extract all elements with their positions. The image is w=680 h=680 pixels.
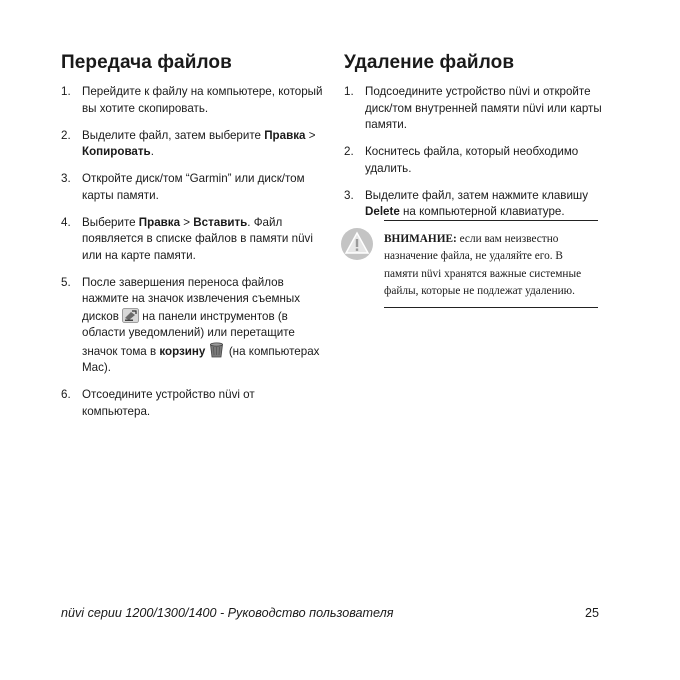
section-title-transfer: Передача файлов <box>61 52 232 73</box>
step-text: Коснитесь файла, который необходимо удалить. <box>365 145 579 175</box>
delete-steps-list <box>344 84 604 221</box>
step-number: 5. <box>61 275 71 289</box>
page-number: 25 <box>584 606 599 620</box>
menu-edit-label: Правка <box>264 128 306 142</box>
step-number: 3. <box>344 188 354 202</box>
menu-edit-label: Правка <box>138 215 181 229</box>
menu-separator: > <box>305 128 316 142</box>
page-footer <box>61 606 599 620</box>
right-column <box>344 52 604 308</box>
eject-removable-disk-icon <box>122 308 139 323</box>
step-text-end: (на компьютерах Mac). <box>82 344 320 374</box>
step-number: 2. <box>344 145 354 158</box>
warning-box <box>384 220 598 308</box>
step-number: 6. <box>61 388 71 401</box>
section-title-delete: Удаление файлов <box>344 52 515 73</box>
warning-icon <box>340 227 374 261</box>
step-text: Подсоедините устройство nüvi и откройте диск/том внутренней памяти nüvi или карты памяти. <box>365 85 602 131</box>
list-item <box>61 84 323 117</box>
menu-paste-label: Вставить <box>193 215 248 229</box>
menu-copy-label: Копировать <box>82 145 151 158</box>
step-number: 1. <box>344 85 354 98</box>
warning-label: ВНИМАНИЕ: <box>384 232 457 245</box>
list-item <box>61 215 323 265</box>
step-text: Выделите файл, затем нажмите клавишу <box>365 188 589 202</box>
menu-separator: > <box>180 215 194 229</box>
list-item <box>344 188 604 221</box>
step-number: 2. <box>61 128 71 142</box>
list-item <box>344 84 604 134</box>
warning-text: если вам неизвестно назначение файла, не удаляйте его. В памяти nüvi хранятся важные системные файлы, которые не подлежат удалению. <box>384 232 582 297</box>
list-item <box>344 144 604 177</box>
delete-key-label: Delete <box>365 205 400 218</box>
step-number: 3. <box>61 172 71 185</box>
list-item <box>61 275 323 377</box>
transfer-steps-list <box>61 84 323 420</box>
step-text: Перейдите к файлу на компьютере, который вы хотите скопировать. <box>82 85 323 115</box>
step-text-end: . Файл появляется в списке файлов в памяти nüvi или на карте памяти. <box>82 215 313 262</box>
step-text: После завершения переноса файлов нажмите на значок извлечения съемных дисков <box>82 275 301 323</box>
step-number: 4. <box>61 215 71 229</box>
step-text-end: . <box>150 145 154 158</box>
trash-label: корзину <box>159 344 206 358</box>
list-item <box>61 171 323 204</box>
step-text: Выделите файл, затем выберите <box>82 128 265 142</box>
step-text: Отсоедините устройство nüvi от компьютера. <box>82 388 255 418</box>
footer-title: nüvi серии 1200/1300/1400 - Руководство пользователя <box>61 606 394 620</box>
step-text-cont: на панели инструментов (в области уведомлений) или перетащите значок тома в <box>82 309 295 358</box>
trash-icon <box>209 342 226 357</box>
step-number: 1. <box>61 85 71 98</box>
list-item <box>61 387 323 420</box>
list-item <box>61 128 323 161</box>
step-text: Откройте диск/том “Garmin” или диск/том карты памяти. <box>82 172 305 202</box>
step-text-end: на компьютерной клавиатуре. <box>399 205 565 218</box>
left-column <box>61 52 323 431</box>
step-text: Выберите <box>82 215 139 229</box>
